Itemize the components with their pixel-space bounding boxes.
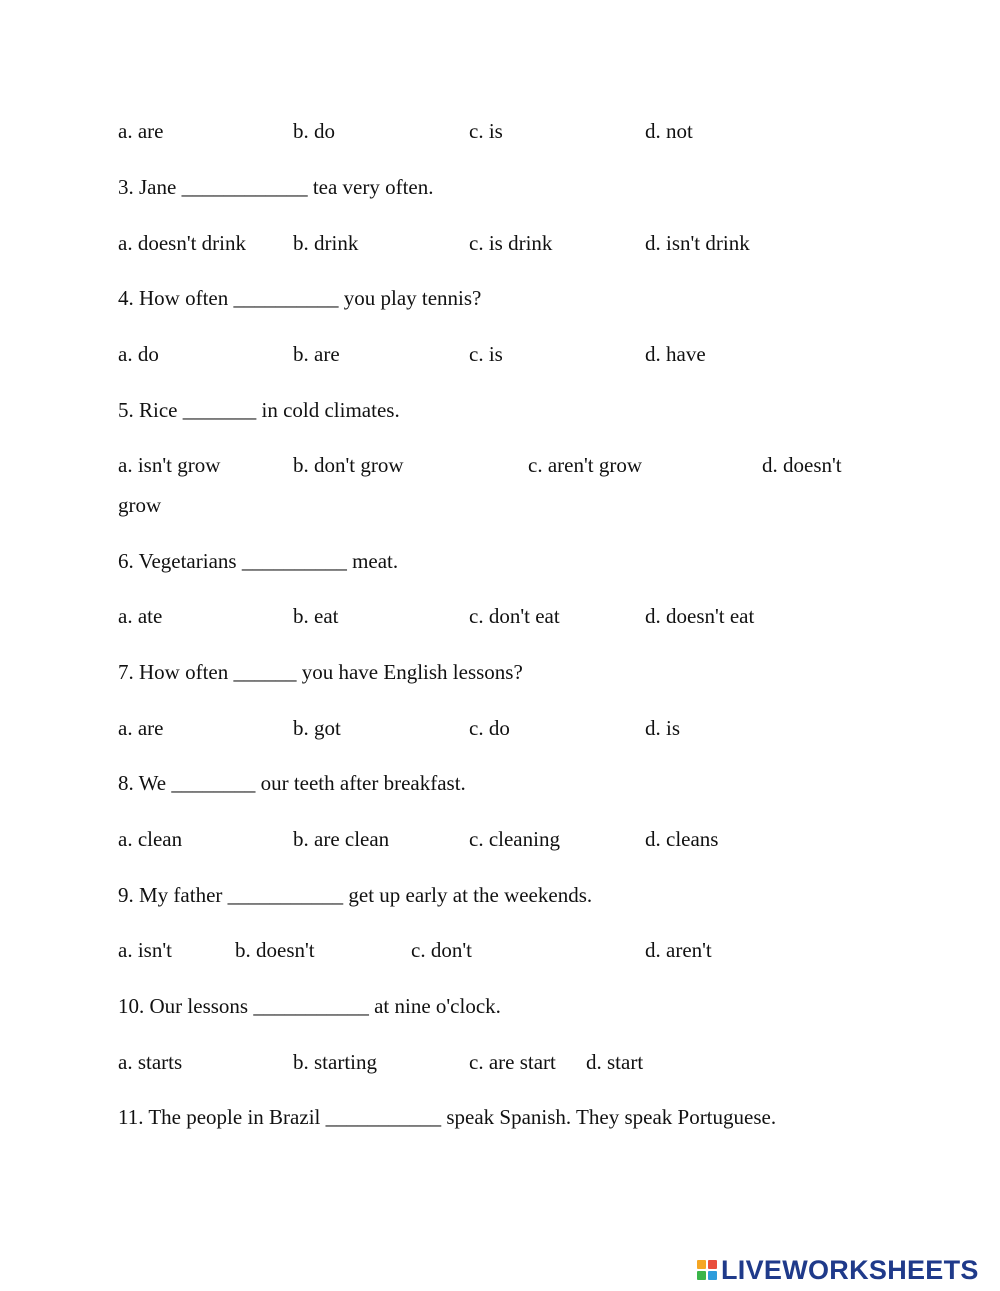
q8-option-d[interactable]: d. cleans	[645, 827, 719, 851]
logo-block	[708, 1271, 717, 1280]
q9-option-a[interactable]: a. isn't	[118, 938, 172, 962]
q6-option-c[interactable]: c. don't eat	[469, 604, 560, 628]
q2-option-b[interactable]: b. do	[293, 119, 335, 143]
q8-option-a[interactable]: a. clean	[118, 827, 183, 851]
q4-option-a[interactable]: a. do	[118, 342, 159, 366]
q9-option-c[interactable]: c. don't	[411, 938, 472, 962]
q2-option-a[interactable]: a. are	[118, 119, 164, 143]
q3-question: 3. Jane ____________ tea very often.	[118, 175, 434, 199]
logo-block	[708, 1260, 717, 1269]
q5-option-b[interactable]: b. don't grow	[293, 453, 404, 477]
q8-question: 8. We ________ our teeth after breakfast.	[118, 771, 466, 795]
q7-option-c[interactable]: c. do	[469, 716, 510, 740]
q7-option-d[interactable]: d. is	[645, 716, 681, 740]
q6-question: 6. Vegetarians __________ meat.	[118, 549, 399, 573]
q5-option-a[interactable]: a. isn't grow	[118, 453, 221, 477]
q10-question: 10. Our lessons ___________ at nine o'clock.	[118, 994, 501, 1018]
q7-option-a[interactable]: a. are	[118, 716, 164, 740]
q6-option-a[interactable]: a. ate	[118, 604, 163, 628]
q11-question: 11. The people in Brazil ___________ speak Spanish. They speak Portuguese.	[118, 1105, 777, 1129]
q10-option-d[interactable]: d. start	[586, 1050, 644, 1074]
q7-option-b[interactable]: b. got	[293, 716, 341, 740]
q5-option-c[interactable]: c. aren't grow	[528, 453, 642, 477]
q6-option-d[interactable]: d. doesn't eat	[645, 604, 755, 628]
logo-block	[697, 1271, 706, 1280]
q2-option-d[interactable]: d. not	[645, 119, 693, 143]
liveworksheets-logo	[697, 1255, 979, 1285]
q4-option-c[interactable]: c. is	[469, 342, 503, 366]
q2-option-c[interactable]: c. is	[469, 119, 503, 143]
q5-option-d-wrap[interactable]: grow	[118, 493, 162, 517]
q8-option-c[interactable]: c. cleaning	[469, 827, 560, 851]
q9-question: 9. My father ___________ get up early at the weekends.	[118, 883, 593, 907]
logo-block	[697, 1260, 706, 1269]
q9-option-d[interactable]: d. aren't	[645, 938, 712, 962]
q6-option-b[interactable]: b. eat	[293, 604, 339, 628]
logo-blocks-icon	[697, 1260, 717, 1280]
q4-question: 4. How often __________ you play tennis?	[118, 286, 482, 310]
q3-option-c[interactable]: c. is drink	[469, 231, 553, 255]
q3-option-a[interactable]: a. doesn't drink	[118, 231, 247, 255]
q3-option-b[interactable]: b. drink	[293, 231, 359, 255]
q4-option-d[interactable]: d. have	[645, 342, 706, 366]
q4-option-b[interactable]: b. are	[293, 342, 340, 366]
q10-option-c[interactable]: c. are start	[469, 1050, 556, 1074]
q5-option-d[interactable]: d. doesn't	[762, 453, 842, 477]
q9-option-b[interactable]: b. doesn't	[235, 938, 315, 962]
logo-text: LIVEWORKSHEETS	[721, 1254, 979, 1285]
q10-option-b[interactable]: b. starting	[293, 1050, 377, 1074]
q10-option-a[interactable]: a. starts	[118, 1050, 183, 1074]
q7-question: 7. How often ______ you have English lessons?	[118, 660, 523, 684]
q8-option-b[interactable]: b. are clean	[293, 827, 390, 851]
q5-question: 5. Rice _______ in cold climates.	[118, 398, 400, 422]
q3-option-d[interactable]: d. isn't drink	[645, 231, 750, 255]
